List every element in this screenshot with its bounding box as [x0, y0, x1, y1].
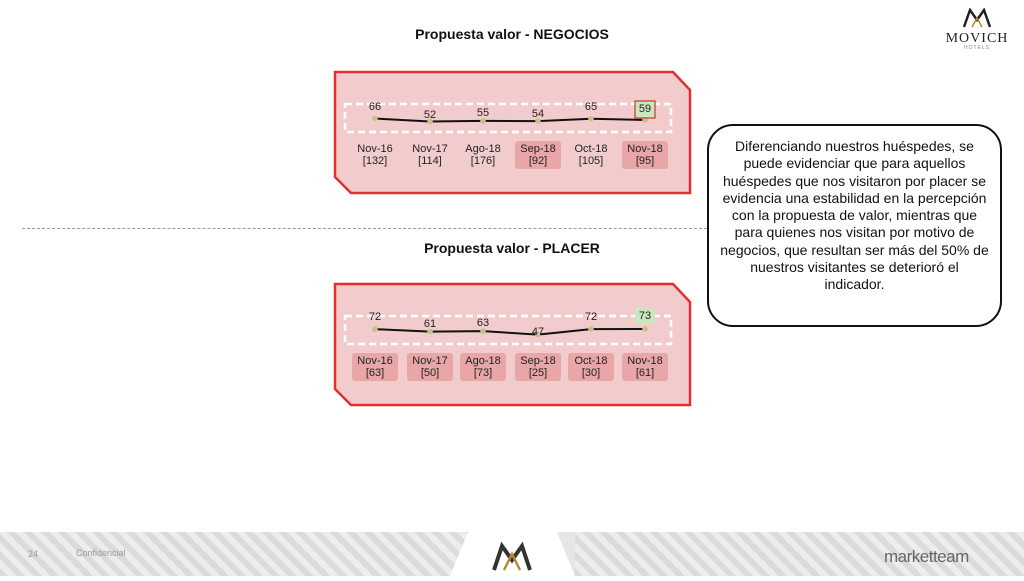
company-logo: marketteam — [884, 547, 969, 566]
brand-logo — [940, 8, 1014, 51]
footer-pattern-left — [0, 532, 470, 576]
x-axis-label: Nov-16 [63] — [357, 355, 393, 379]
value-label: 61 — [423, 318, 437, 330]
panel-title-placer: Propuesta valor - PLACER — [424, 240, 600, 256]
value-label: 54 — [531, 108, 545, 120]
data-point — [588, 326, 594, 332]
value-label: 55 — [476, 107, 490, 119]
x-axis-label: Sep-18 [92] — [520, 143, 556, 167]
brand-sub: HOTELS — [963, 45, 990, 51]
footer-page-number: 24 — [28, 549, 39, 559]
chart-panel-placer — [333, 282, 693, 407]
x-axis-label: Nov-17 [50] — [412, 355, 448, 379]
section-divider — [22, 228, 712, 229]
value-label: 73 — [638, 310, 652, 322]
value-label: 47 — [531, 326, 545, 338]
chart-svg — [333, 282, 693, 407]
x-axis-label: Oct-18 [105] — [574, 143, 608, 167]
footer-center-badge — [450, 524, 575, 576]
x-axis-label: Ago-18 [73] — [465, 355, 501, 379]
data-point — [372, 116, 378, 122]
x-axis-label: Nov-16 [132] — [357, 143, 393, 167]
data-point — [480, 328, 486, 334]
footer-note: Confidencial — [76, 548, 126, 558]
logo-m-icon — [962, 8, 992, 28]
x-axis-label: Nov-18 [61] — [627, 355, 663, 379]
x-axis-label: Nov-18 [95] — [627, 143, 663, 167]
value-label: 72 — [584, 311, 598, 323]
callout-text: Diferenciando nuestros huéspedes, se puede evidenciar que para aquellos huéspedes que nos visitaron por placer se evidencia una estabilidad en la percepción con la propuesta de valor, mientras que para quienes nos visitan por motivo de negocios, que resultan ser más del 50% de nuestros visitantes se deterioró el indicador. — [707, 124, 1002, 327]
value-label: 52 — [423, 109, 437, 121]
x-axis-label: Nov-17 [114] — [412, 143, 448, 167]
data-point — [588, 116, 594, 122]
value-label: 59 — [638, 103, 652, 115]
brand-name: MOVICH — [945, 31, 1009, 46]
data-point — [372, 326, 378, 332]
data-point — [642, 326, 648, 332]
value-label: 65 — [584, 101, 598, 113]
x-axis-label: Sep-18 [25] — [520, 355, 556, 379]
x-axis-label: Ago-18 [176] — [465, 143, 501, 167]
x-axis-label: Oct-18 [30] — [574, 355, 608, 379]
chart-panel-negocios — [333, 70, 693, 195]
chart-svg — [333, 70, 693, 195]
value-label: 66 — [368, 101, 382, 113]
panel-title-negocios: Propuesta valor - NEGOCIOS — [415, 26, 609, 42]
value-label: 72 — [368, 311, 382, 323]
value-label: 63 — [476, 317, 490, 329]
